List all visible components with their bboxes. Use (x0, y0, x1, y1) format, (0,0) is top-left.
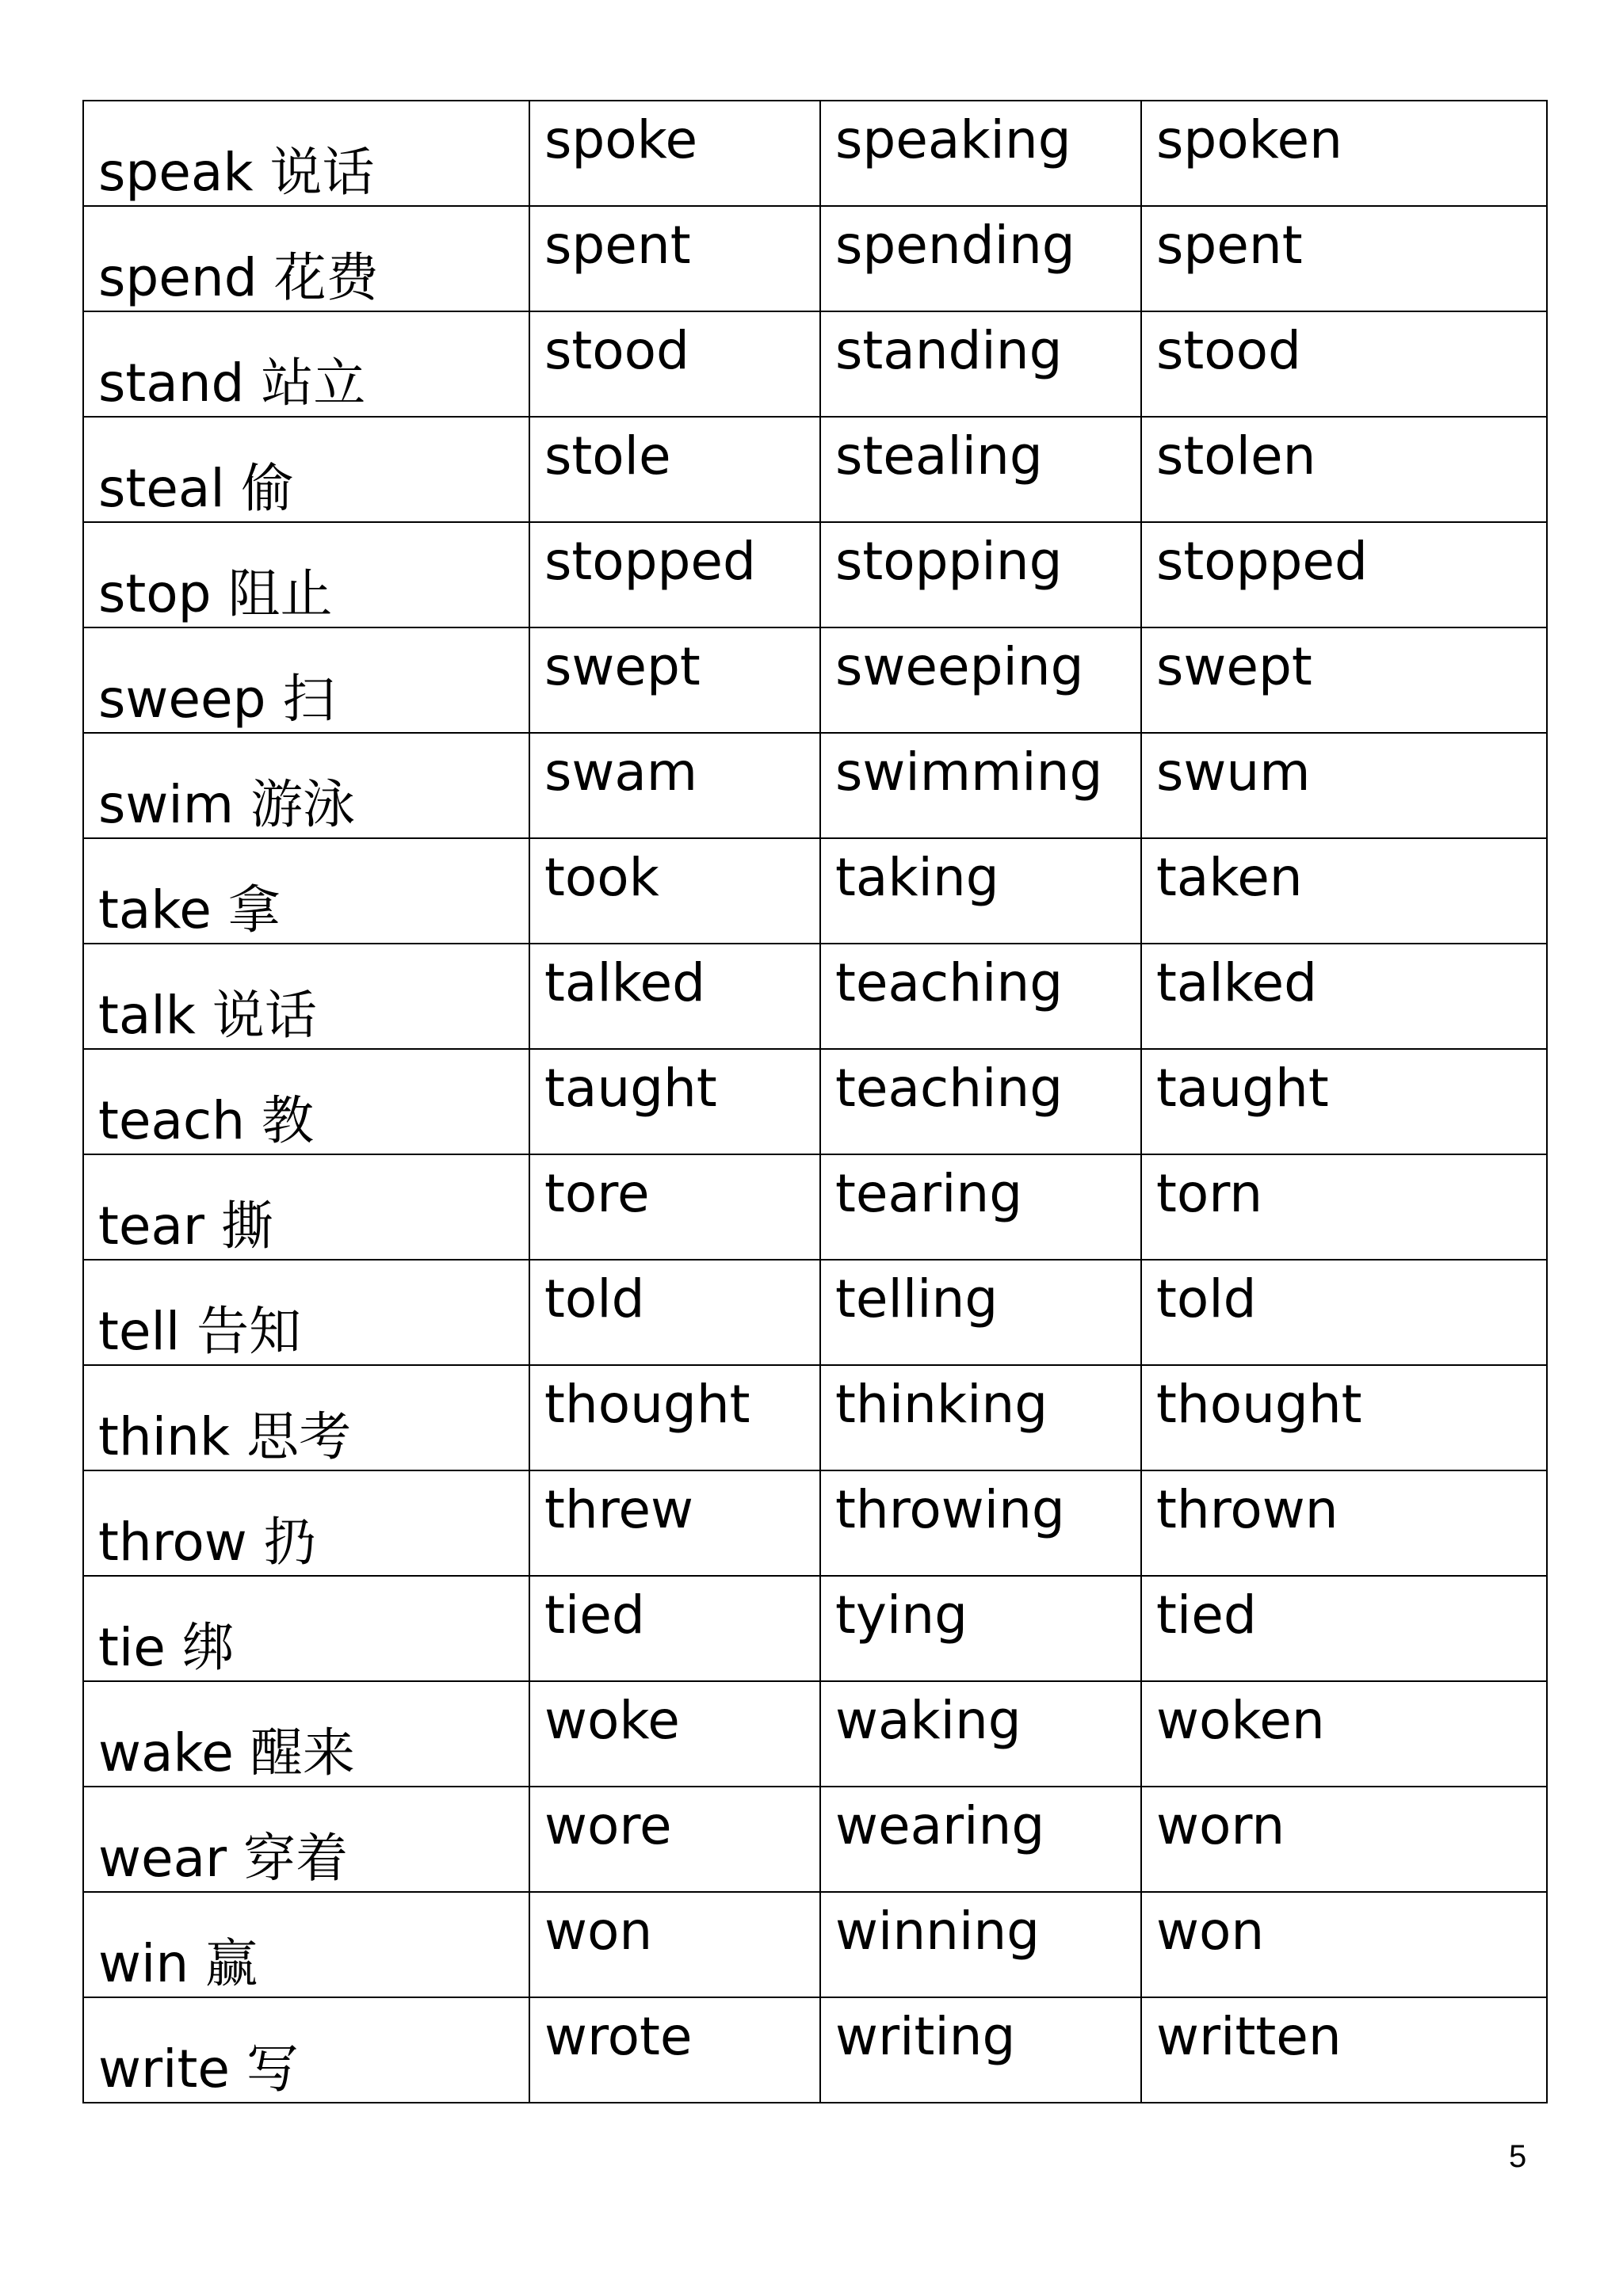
present-participle-cell: speaking (820, 101, 1141, 206)
base-form-cell: swim 游泳 (83, 733, 529, 838)
base-form-cell: tear 撕 (83, 1154, 529, 1260)
table-row (83, 1260, 1547, 1365)
base-form-cell: steal 偷 (83, 417, 529, 522)
past-participle-cell: swept (1141, 627, 1547, 733)
present-participle-cell: throwing (820, 1470, 1141, 1576)
table-row (83, 1681, 1547, 1787)
past-tense-cell: spent (529, 206, 820, 311)
table-row (83, 1787, 1547, 1892)
present-participle-cell: thinking (820, 1365, 1141, 1470)
present-participle-cell: telling (820, 1260, 1141, 1365)
table-row (83, 206, 1547, 311)
past-tense-cell: spoke (529, 101, 820, 206)
past-participle-cell: thrown (1141, 1470, 1547, 1576)
past-tense-cell: tore (529, 1154, 820, 1260)
base-form-cell: win 赢 (83, 1892, 529, 1997)
past-tense-cell: talked (529, 944, 820, 1049)
past-tense-cell: won (529, 1892, 820, 1997)
past-participle-cell: won (1141, 1892, 1547, 1997)
past-tense-cell: took (529, 838, 820, 944)
base-form-cell: spend 花费 (83, 206, 529, 311)
table-row (83, 1365, 1547, 1470)
present-participle-cell: teaching (820, 1049, 1141, 1154)
past-tense-cell: stood (529, 311, 820, 417)
past-participle-cell: spoken (1141, 101, 1547, 206)
past-participle-cell: swum (1141, 733, 1547, 838)
table-row (83, 311, 1547, 417)
base-form-cell: stand 站立 (83, 311, 529, 417)
past-tense-cell: tied (529, 1576, 820, 1681)
present-participle-cell: winning (820, 1892, 1141, 1997)
past-participle-cell: tied (1141, 1576, 1547, 1681)
table-row (83, 944, 1547, 1049)
past-tense-cell: thought (529, 1365, 820, 1470)
table-row (83, 417, 1547, 522)
table-row (83, 1576, 1547, 1681)
present-participle-cell: tying (820, 1576, 1141, 1681)
table-row (83, 838, 1547, 944)
past-tense-cell: swept (529, 627, 820, 733)
past-participle-cell: talked (1141, 944, 1547, 1049)
past-participle-cell: worn (1141, 1787, 1547, 1892)
past-participle-cell: woken (1141, 1681, 1547, 1787)
past-tense-cell: wrote (529, 1997, 820, 2103)
present-participle-cell: stealing (820, 417, 1141, 522)
base-form-cell: sweep 扫 (83, 627, 529, 733)
table-row (83, 733, 1547, 838)
past-tense-cell: stopped (529, 522, 820, 627)
present-participle-cell: tearing (820, 1154, 1141, 1260)
base-form-cell: throw 扔 (83, 1470, 529, 1576)
base-form-cell: tie 绑 (83, 1576, 529, 1681)
past-participle-cell: spent (1141, 206, 1547, 311)
base-form-cell: tell 告知 (83, 1260, 529, 1365)
present-participle-cell: writing (820, 1997, 1141, 2103)
table-row (83, 1154, 1547, 1260)
present-participle-cell: sweeping (820, 627, 1141, 733)
past-participle-cell: stopped (1141, 522, 1547, 627)
base-form-cell: wake 醒来 (83, 1681, 529, 1787)
page-number: 5 (1509, 2139, 1527, 2174)
past-tense-cell: told (529, 1260, 820, 1365)
base-form-cell: think 思考 (83, 1365, 529, 1470)
base-form-cell: stop 阻止 (83, 522, 529, 627)
present-participle-cell: teaching (820, 944, 1141, 1049)
past-tense-cell: wore (529, 1787, 820, 1892)
past-tense-cell: swam (529, 733, 820, 838)
past-participle-cell: stolen (1141, 417, 1547, 522)
verb-table-body (83, 101, 1547, 2103)
base-form-cell: talk 说话 (83, 944, 529, 1049)
present-participle-cell: swimming (820, 733, 1141, 838)
table-row (83, 1892, 1547, 1997)
table-row (83, 1470, 1547, 1576)
base-form-cell: write 写 (83, 1997, 529, 2103)
table-row (83, 1049, 1547, 1154)
past-participle-cell: thought (1141, 1365, 1547, 1470)
past-participle-cell: torn (1141, 1154, 1547, 1260)
table-row (83, 101, 1547, 206)
present-participle-cell: waking (820, 1681, 1141, 1787)
base-form-cell: speak 说话 (83, 101, 529, 206)
verb-forms-table (82, 100, 1548, 2103)
past-participle-cell: written (1141, 1997, 1547, 2103)
past-tense-cell: taught (529, 1049, 820, 1154)
base-form-cell: take 拿 (83, 838, 529, 944)
past-participle-cell: told (1141, 1260, 1547, 1365)
past-tense-cell: stole (529, 417, 820, 522)
past-participle-cell: stood (1141, 311, 1547, 417)
past-participle-cell: taught (1141, 1049, 1547, 1154)
past-tense-cell: threw (529, 1470, 820, 1576)
present-participle-cell: stopping (820, 522, 1141, 627)
past-participle-cell: taken (1141, 838, 1547, 944)
past-tense-cell: woke (529, 1681, 820, 1787)
base-form-cell: wear 穿着 (83, 1787, 529, 1892)
table-row (83, 522, 1547, 627)
table-row (83, 1997, 1547, 2103)
base-form-cell: teach 教 (83, 1049, 529, 1154)
present-participle-cell: spending (820, 206, 1141, 311)
table-row (83, 627, 1547, 733)
present-participle-cell: wearing (820, 1787, 1141, 1892)
present-participle-cell: standing (820, 311, 1141, 417)
present-participle-cell: taking (820, 838, 1141, 944)
